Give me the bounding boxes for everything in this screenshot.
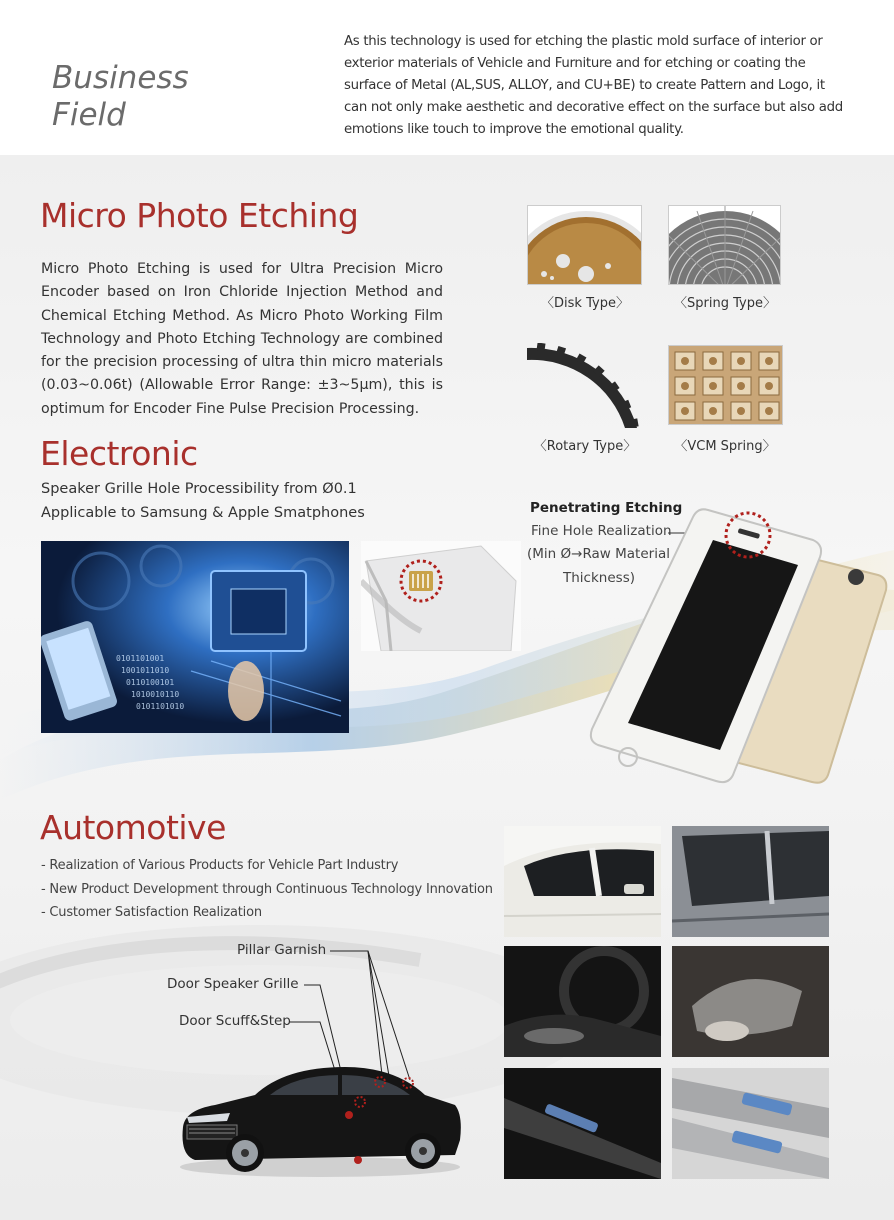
automotive-photo-scuff-plate-dark: [504, 1068, 661, 1179]
sedan-car-image: [175, 1055, 465, 1180]
micro-photo-etching-description: Micro Photo Etching is used for Ultra Precision Micro Encoder based on Iron Chloride Injection Method and Chemical Etching Method. As Micro Photo Working Film Technology and Photo Etching Technology are combined for the precision processing of ultra thin micro materials (0.03~0.06t) (Allowable Error Range: ±3~5μm), this is optimum for Encoder Fine Pulse Precision Processing.: [41, 261, 443, 417]
automotive-title: Automotive: [40, 808, 226, 847]
automotive-photo-scuff-plate-silver: [672, 1068, 829, 1179]
svg-text:0110100101: 0110100101: [126, 678, 175, 687]
svg-text:0101101001: 0101101001: [116, 654, 165, 663]
automotive-bullet-1: - Realization of Various Products for Vehicle Part Industry: [41, 858, 399, 873]
svg-text:1001011010: 1001011010: [121, 666, 170, 675]
automotive-photo-pillar-white: [504, 826, 661, 937]
electronic-line-2: Applicable to Samsung & Apple Smatphones: [41, 505, 365, 521]
smartphone-image: [588, 505, 894, 785]
automotive-photo-pillar-silver: [672, 826, 829, 937]
phone-speaker-detail-image: [361, 541, 521, 651]
door-scuff-step-label: Door Scuff&Step: [179, 1013, 291, 1029]
door-speaker-grille-label: Door Speaker Grille: [167, 976, 299, 992]
penetrating-etching-line-2: (Min Ø→Raw Material: [527, 546, 670, 562]
automotive-bullet-3: - Customer Satisfaction Realization: [41, 905, 262, 920]
penetrating-etching-title: Penetrating Etching: [530, 500, 683, 516]
rotary-type-caption: 〈Rotary Type〉: [533, 439, 637, 454]
automotive-photo-interior-speaker: [504, 946, 661, 1057]
automotive-bullet-2: - New Product Development through Continuous Technology Innovation: [41, 882, 493, 897]
micro-photo-etching-title: Micro Photo Etching: [40, 196, 359, 235]
vcm-spring-image: [668, 345, 783, 425]
electronic-title: Electronic: [40, 434, 198, 473]
technology-image: [41, 541, 349, 733]
spring-type-image: [668, 205, 781, 285]
pillar-garnish-label: Pillar Garnish: [237, 942, 327, 958]
rotary-type-image: [527, 343, 642, 428]
vcm-spring-caption: 〈VCM Spring〉: [674, 439, 776, 454]
spring-type-caption: 〈Spring Type〉: [674, 296, 776, 311]
svg-text:1010010110: 1010010110: [131, 690, 180, 699]
disk-type-image: [527, 205, 642, 285]
penetrating-etching-line-3: Thickness): [563, 570, 635, 586]
automotive-photo-speaker-grille: [672, 946, 829, 1057]
svg-text:0101101010: 0101101010: [136, 702, 185, 711]
penetrating-etching-line-1: Fine Hole Realization: [531, 523, 672, 539]
business-field-title: Business Field: [52, 60, 189, 133]
intro-paragraph: As this technology is used for etching the plastic mold surface of interior or exterior materials of Vehicle and Furniture and for etching or coating the surface of Metal (AL,SUS, ALLOY, and CU+BE) to create Pattern and Logo, it can not only make aesthetic and decorative effect on the surface but also add emotions like touch to improve the emotional quality.: [344, 34, 843, 137]
electronic-line-1: Speaker Grille Hole Processibility from Ø0.1: [41, 481, 357, 497]
disk-type-caption: 〈Disk Type〉: [541, 296, 629, 311]
